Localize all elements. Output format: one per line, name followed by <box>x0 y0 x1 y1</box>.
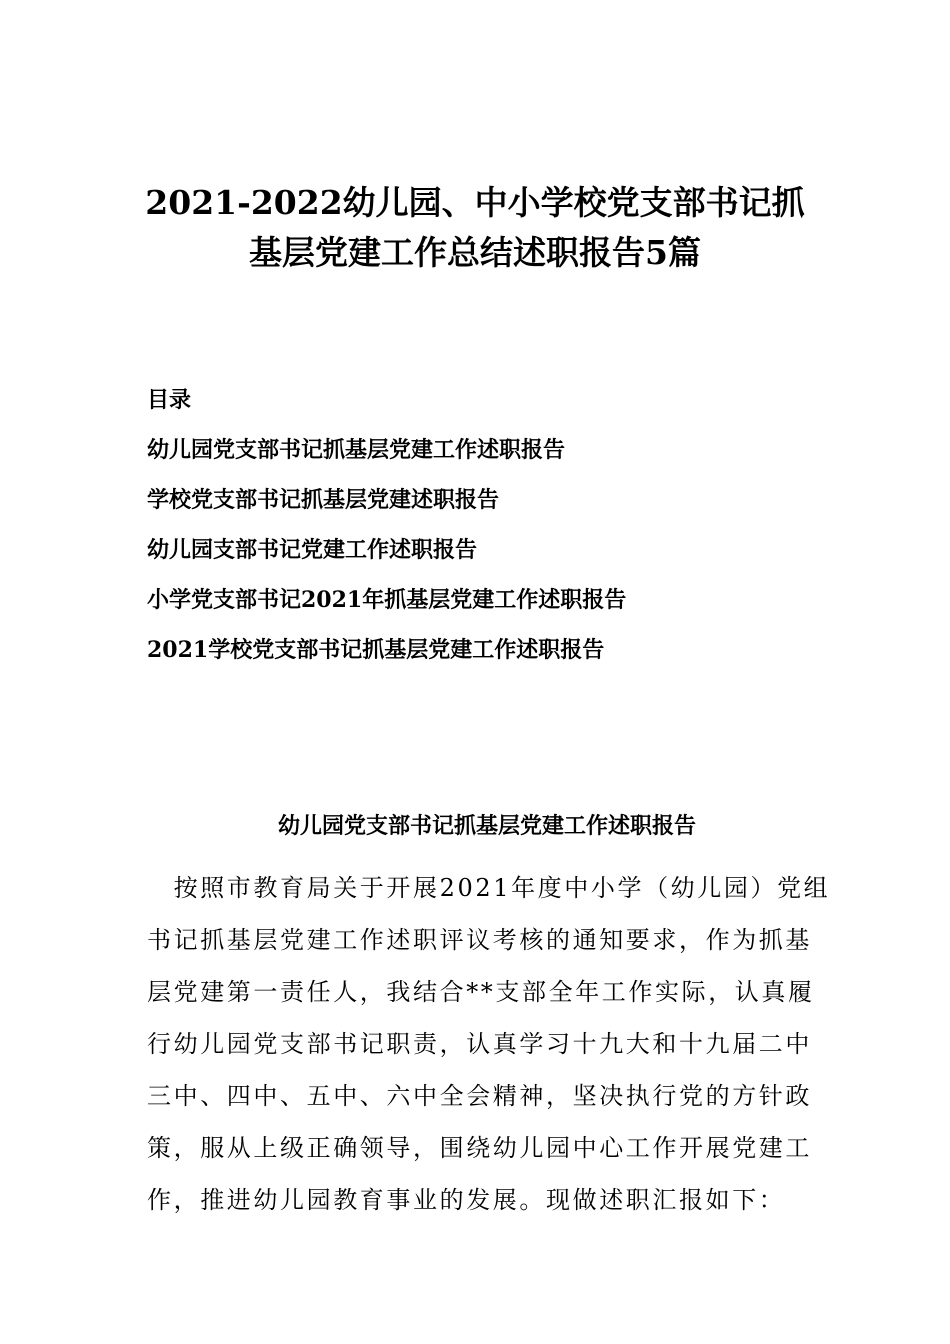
body-line: 层党建第一责任人，我结合**支部全年工作实际，认真履 <box>147 978 815 1006</box>
body-line: 策，服从上级正确领导，围绕幼儿园中心工作开展党建工 <box>147 1134 812 1162</box>
document-title-line-2: 基层党建工作总结述职报告5篇 <box>249 233 701 272</box>
toc-heading: 目录 <box>147 387 192 413</box>
body-line: 书记抓基层党建工作述职评议考核的通知要求，作为抓基 <box>147 926 812 954</box>
body-line: 三中、四中、五中、六中全会精神，坚决执行党的方针政 <box>147 1082 812 1110</box>
section-heading: 幼儿园党支部书记抓基层党建工作述职报告 <box>277 813 696 839</box>
body-line: 行幼儿园党支部书记职责，认真学习十九大和十九届二中 <box>147 1030 812 1058</box>
table-of-contents <box>147 433 626 683</box>
toc-item-4[interactable]: 小学党支部书记2021年抓基层党建工作述职报告 <box>147 587 627 613</box>
toc-item-2[interactable]: 学校党支部书记抓基层党建述职报告 <box>147 487 500 513</box>
toc-item-3[interactable]: 幼儿园支部书记党建工作述职报告 <box>147 537 478 563</box>
document-title-line-1: 2021-2022幼儿园、中小学校党支部书记抓 <box>145 183 805 222</box>
body-paragraph <box>147 868 831 1232</box>
toc-item-1[interactable]: 幼儿园党支部书记抓基层党建工作述职报告 <box>147 437 566 463</box>
document-title <box>120 178 830 278</box>
toc-item-5[interactable]: 2021学校党支部书记抓基层党建工作述职报告 <box>147 637 605 663</box>
body-line: 按照市教育局关于开展2021年度中小学（幼儿园）党组 <box>147 874 831 902</box>
body-line: 作，推进幼儿园教育事业的发展。现做述职汇报如下： <box>147 1186 786 1214</box>
